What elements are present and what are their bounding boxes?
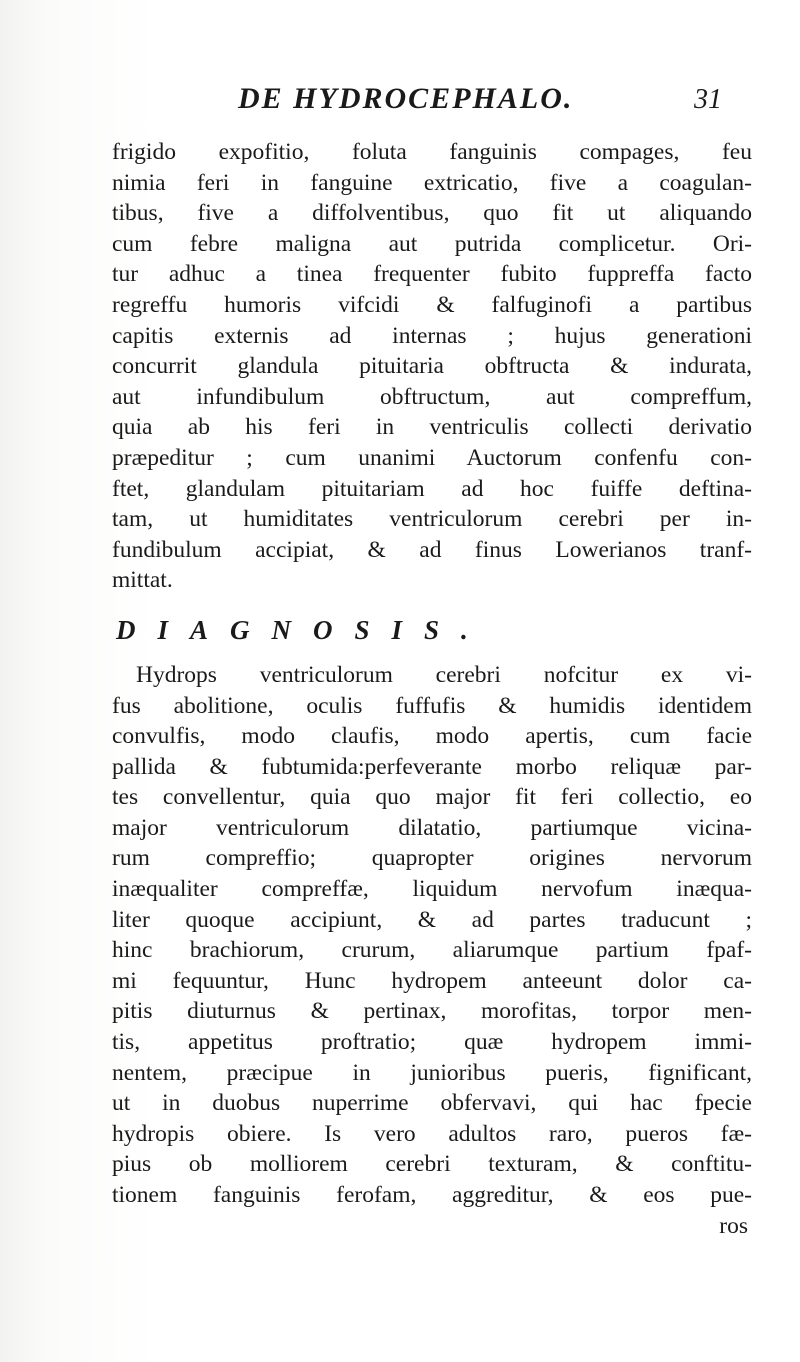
text-line: ftet, glandulam pituitariam ad hoc fuiffe deftina-: [112, 475, 752, 502]
text-line: ut in duobus nuperrime obfervavi, qui hac fpecie: [112, 1090, 752, 1117]
paragraph-2: [112, 660, 752, 1241]
text-line: Hydrops ventriculorum cerebri nofcitur ex vi-: [136, 661, 752, 688]
text-line: frigido expofitio, foluta fanguinis compages, feu: [112, 139, 752, 165]
text-line: præpeditur ; cum unanimi Auctorum confenfu con-: [112, 444, 752, 471]
text-line: rum compreffio; quapropter origines nervorum: [112, 845, 752, 872]
text-line: concurrit glandula pituitaria obftructa & indurata,: [112, 353, 752, 380]
section-heading-diagnosis: DIAGNOSIS.: [116, 614, 490, 645]
text-line: tes convellentur, quia quo major fit feri collectio, eo: [112, 784, 752, 811]
text-line: fundibulum accipiat, & ad finus Lowerianos tranf-: [112, 536, 752, 563]
text-line: cum febre maligna aut putrida complicetur. Ori-: [112, 230, 752, 257]
text-line: nimia feri in fanguine extricatio, five a coagulan-: [112, 169, 752, 196]
text-line: liter quoque accipiunt, & ad partes traducunt ;: [112, 906, 752, 933]
text-line: tibus, five a diffolventibus, quo fit ut aliquando: [112, 200, 752, 227]
text-line: convulfis, modo claufis, modo apertis, cum facie: [112, 723, 752, 750]
text-line: hinc brachiorum, crurum, aliarumque partium fpaf-: [112, 937, 752, 964]
paragraph-1: [112, 137, 752, 596]
page-number: 31: [694, 84, 722, 115]
text-line: regreffu humoris vifcidi & falfuginofi a partibus: [112, 291, 752, 318]
text-line: fus abolitione, oculis fuffufis & humidis identidem: [112, 692, 752, 719]
catchword: ros: [719, 1212, 748, 1239]
text-line: tam, ut humiditates ventriculorum cerebri per in-: [112, 506, 752, 533]
running-title: DE HYDROCEPHALO.: [238, 82, 574, 115]
text-line: pallida & fubtumida:perfeverante morbo reliquæ par-: [112, 753, 752, 780]
text-line: hydropis obiere. Is vero adultos raro, pueros fæ-: [112, 1120, 752, 1147]
text-line: pius ob molliorem cerebri texturam, & conftitu-: [112, 1151, 752, 1178]
text-line: capitis externis ad internas ; hujus generationi: [112, 322, 752, 349]
text-block: [112, 137, 752, 1241]
text-line: major ventriculorum dilatatio, partiumque vicina-: [112, 814, 752, 841]
text-line: tionem fanguinis ferofam, aggreditur, & eos pue-: [112, 1182, 752, 1208]
text-line: nentem, præcipue in junioribus pueris, fignificant,: [112, 1059, 752, 1086]
text-line: tis, appetitus proftratio; quæ hydropem immi-: [112, 1029, 752, 1056]
text-line: inæqualiter compreffæ, liquidum nervofum inæqua-: [112, 876, 752, 903]
text-line: tur adhuc a tinea frequenter fubito fuppreffa facto: [112, 261, 752, 288]
text-line: mi fequuntur, Hunc hydropem anteeunt dolor ca-: [112, 967, 752, 994]
text-line: mittat.: [112, 567, 173, 594]
running-head: [0, 82, 800, 122]
text-line: quia ab his feri in ventriculis collecti derivatio: [112, 414, 752, 441]
text-line: aut infundibulum obftructum, aut compreffum,: [112, 383, 752, 410]
text-line: pitis diuturnus & pertinax, morofitas, torpor men-: [112, 998, 752, 1025]
